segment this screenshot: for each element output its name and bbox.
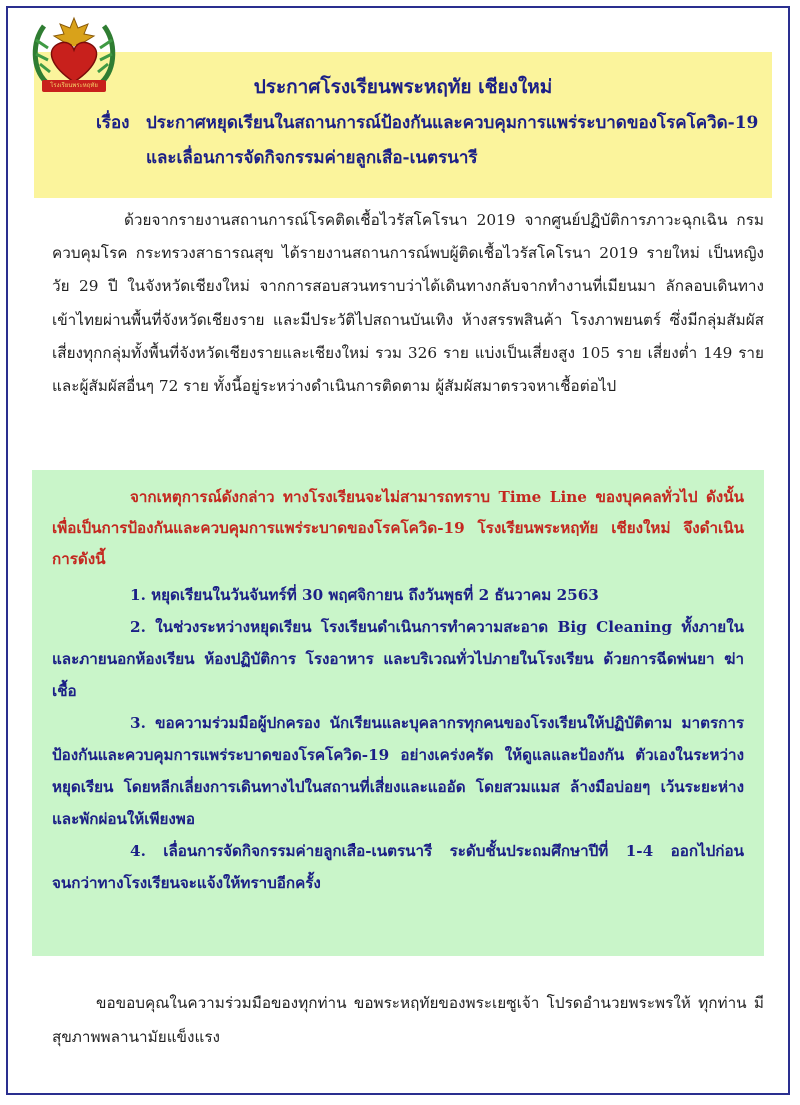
measure-item-2: 2. ในช่วงระหว่างหยุดเรียน โรงเรียนดำเนินการทำความสะอาด Big Cleaning ทั้งภายใน และภายนอกห้องเรียน ห้องปฏิบัติการ โรงอาหาร และบริเวณทั่วไปภายในโรงเรียน ด้วยการฉีดพ่นยา ฆ่าเชื้อ [52, 618, 744, 700]
logo-label: โรงเรียนพระหฤทัย [50, 82, 98, 89]
closing-paragraph: ขอขอบคุณในความร่วมมือของทุกท่าน ขอพระหฤทัยของพระเยซูเจ้า โปรดอำนวยพระพรให้ ทุกท่าน มีสุขภาพพลานามัยแข็งแรง [52, 994, 764, 1046]
measure-item-3: 3. ขอความร่วมมือผู้ปกครอง นักเรียนและบุคลากรทุกคนของโรงเรียนให้ปฏิบัติตาม มาตรการป้องกันและควบคุมการแพร่ระบาดของโรคโควิด-19 อย่างเคร่งครัด ให้ดูแลและป้องกัน ตัวเองในระหว่างหยุดเรียน โดยหลีกเลี่ยงการเดินทางไปในสถานที่เสี่ยงและแออัด โดยสวมแมส ล้างมือบ่อยๆ เว้นระยะห่างและพักผ่อนให้เพียงพอ [52, 714, 744, 828]
measures-lead: จากเหตุการณ์ดังกล่าว ทางโรงเรียนจะไม่สามารถทราบ Time Line ของบุคคลทั่วไป ดังนั้นเพื่อเป็นการป้องกันและควบคุมการแพร่ระบาดของโรคโควิด-19 โรงเรียนพระหฤทัย เชียงใหม่ จึงดำเนินการดังนี้ [52, 488, 744, 568]
intro-section [52, 204, 764, 403]
subject-line-2: และเลื่อนการจัดกิจกรรมค่ายลูกเสือ-เนตรนารี [146, 148, 478, 168]
closing-section [52, 986, 764, 1054]
subject-line-1: ประกาศหยุดเรียนในสถานการณ์ป้องกันและควบคุมการแพร่ระบาดของโรคโควิด-19 [146, 113, 759, 133]
measures-box [32, 470, 764, 956]
subject-label: เรื่อง [96, 113, 130, 133]
measure-item-4: 4. เลื่อนการจัดกิจกรรมค่ายลูกเสือ-เนตรนารี ระดับชั้นประถมศึกษาปีที่ 1-4 ออกไปก่อน จนกว่าทางโรงเรียนจะแจ้งให้ทราบอีกครั้ง [52, 842, 744, 892]
page-title: ประกาศโรงเรียนพระหฤทัย เชียงใหม่ [253, 76, 553, 98]
school-logo [28, 12, 120, 96]
announcement-header [34, 52, 772, 198]
intro-paragraph: ด้วยจากรายงานสถานการณ์โรคติดเชื้อไวรัสโคโรนา 2019 จากศูนย์ปฏิบัติการภาวะฉุกเฉิน กรมควบคุมโรค กระทรวงสาธารณสุข ได้รายงานสถานการณ์พบผู้ติดเชื้อไวรัสโคโรนา 2019 รายใหม่ เป็นหญิงวัย 29 ปี ในจังหวัดเชียงใหม่ จากการสอบสวนทราบว่าได้เดินทางกลับจากทำงานที่เมียนมา ลักลอบเดินทางเข้าไทยผ่านพื้นที่จังหวัดเชียงราย และมีประวัติไปสถานบันเทิง ห้างสรรพสินค้า โรงภาพยนตร์ ซึ่งมีกลุ่มสัมผัสเสี่ยงทุกกลุ่มทั้งพื้นที่จังหวัดเชียงรายและเชียงใหม่ รวม 326 ราย แบ่งเป็นเสี่ยงสูง 105 ราย เสี่ยงต่ำ 149 ราย และผู้สัมผัสอื่นๆ 72 ราย ทั้งนี้อยู่ระหว่างดำเนินการติดตาม ผู้สัมผัสมาตรวจหาเชื้อต่อไป [52, 211, 764, 396]
measure-item-1: 1. หยุดเรียนในวันจันทร์ที่ 30 พฤศจิกายน ถึงวันพุธที่ 2 ธันวาคม 2563 [130, 586, 599, 604]
